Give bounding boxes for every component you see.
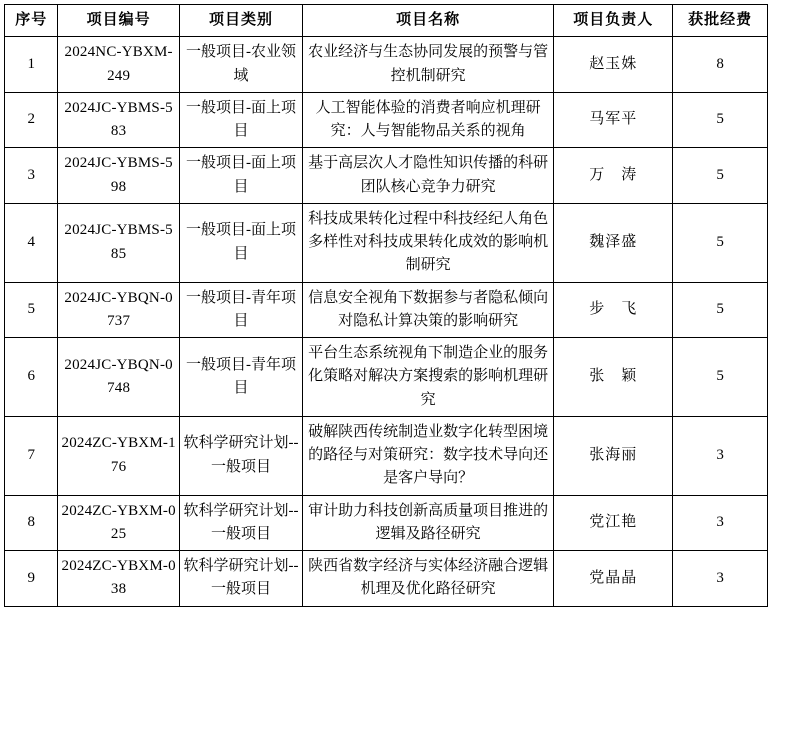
column-header-no: 序号 bbox=[5, 5, 58, 37]
cell-category: 一般项目-面上项目 bbox=[179, 148, 302, 204]
column-header-leader: 项目负责人 bbox=[554, 5, 673, 37]
cell-category: 一般项目-青年项目 bbox=[179, 282, 302, 338]
cell-code: 2024JC-YBMS-598 bbox=[58, 148, 179, 204]
table-row bbox=[5, 495, 768, 551]
cell-category: 一般项目-面上项目 bbox=[179, 92, 302, 148]
cell-leader: 魏泽盛 bbox=[554, 203, 673, 282]
cell-category: 软科学研究计划--一般项目 bbox=[179, 495, 302, 551]
approved-projects-table bbox=[4, 4, 768, 607]
cell-fund: 5 bbox=[673, 338, 768, 417]
cell-no: 5 bbox=[5, 282, 58, 338]
cell-fund: 5 bbox=[673, 203, 768, 282]
cell-fund: 5 bbox=[673, 92, 768, 148]
table-header bbox=[5, 5, 768, 37]
cell-leader: 步 飞 bbox=[554, 282, 673, 338]
cell-leader: 党晶晶 bbox=[554, 551, 673, 607]
table-row bbox=[5, 92, 768, 148]
cell-code: 2024JC-YBQN-0748 bbox=[58, 338, 179, 417]
cell-code: 2024ZC-YBXM-025 bbox=[58, 495, 179, 551]
cell-fund: 8 bbox=[673, 37, 768, 93]
cell-leader: 党江艳 bbox=[554, 495, 673, 551]
cell-title: 基于高层次人才隐性知识传播的科研团队核心竞争力研究 bbox=[303, 148, 554, 204]
cell-title: 信息安全视角下数据参与者隐私倾向对隐私计算决策的影响研究 bbox=[303, 282, 554, 338]
cell-no: 7 bbox=[5, 416, 58, 495]
cell-fund: 3 bbox=[673, 495, 768, 551]
table-body bbox=[5, 37, 768, 606]
cell-no: 9 bbox=[5, 551, 58, 607]
table-row bbox=[5, 551, 768, 607]
table-row bbox=[5, 148, 768, 204]
cell-leader: 张海丽 bbox=[554, 416, 673, 495]
cell-code: 2024JC-YBMS-583 bbox=[58, 92, 179, 148]
cell-leader: 万 涛 bbox=[554, 148, 673, 204]
cell-code: 2024ZC-YBXM-038 bbox=[58, 551, 179, 607]
cell-fund: 5 bbox=[673, 282, 768, 338]
table-row bbox=[5, 338, 768, 417]
cell-code: 2024NC-YBXM-249 bbox=[58, 37, 179, 93]
cell-fund: 3 bbox=[673, 416, 768, 495]
cell-no: 4 bbox=[5, 203, 58, 282]
cell-title: 人工智能体验的消费者响应机理研究：人与智能物品关系的视角 bbox=[303, 92, 554, 148]
cell-title: 陕西省数字经济与实体经济融合逻辑机理及优化路径研究 bbox=[303, 551, 554, 607]
cell-title: 科技成果转化过程中科技经纪人角色多样性对科技成果转化成效的影响机制研究 bbox=[303, 203, 554, 282]
cell-no: 6 bbox=[5, 338, 58, 417]
table-header-row bbox=[5, 5, 768, 37]
cell-leader: 赵玉姝 bbox=[554, 37, 673, 93]
cell-code: 2024JC-YBQN-0737 bbox=[58, 282, 179, 338]
table-row bbox=[5, 37, 768, 93]
cell-fund: 5 bbox=[673, 148, 768, 204]
document-sheet bbox=[0, 4, 806, 743]
cell-no: 8 bbox=[5, 495, 58, 551]
cell-category: 一般项目-青年项目 bbox=[179, 338, 302, 417]
table-row bbox=[5, 282, 768, 338]
cell-category: 一般项目-农业领域 bbox=[179, 37, 302, 93]
cell-category: 软科学研究计划--一般项目 bbox=[179, 551, 302, 607]
cell-title: 审计助力科技创新高质量项目推进的逻辑及路径研究 bbox=[303, 495, 554, 551]
table-row bbox=[5, 203, 768, 282]
column-header-category: 项目类别 bbox=[179, 5, 302, 37]
cell-title: 破解陕西传统制造业数字化转型困境的路径与对策研究：数字技术导向还是客户导向？ bbox=[303, 416, 554, 495]
table-row bbox=[5, 416, 768, 495]
cell-no: 2 bbox=[5, 92, 58, 148]
column-header-code: 项目编号 bbox=[58, 5, 179, 37]
cell-title: 平台生态系统视角下制造企业的服务化策略对解决方案搜索的影响机理研究 bbox=[303, 338, 554, 417]
cell-category: 软科学研究计划--一般项目 bbox=[179, 416, 302, 495]
cell-leader: 张 颖 bbox=[554, 338, 673, 417]
cell-no: 1 bbox=[5, 37, 58, 93]
column-header-title: 项目名称 bbox=[303, 5, 554, 37]
cell-code: 2024JC-YBMS-585 bbox=[58, 203, 179, 282]
cell-fund: 3 bbox=[673, 551, 768, 607]
cell-leader: 马军平 bbox=[554, 92, 673, 148]
cell-category: 一般项目-面上项目 bbox=[179, 203, 302, 282]
cell-code: 2024ZC-YBXM-176 bbox=[58, 416, 179, 495]
column-header-fund: 获批经费 bbox=[673, 5, 768, 37]
cell-no: 3 bbox=[5, 148, 58, 204]
cell-title: 农业经济与生态协同发展的预警与管控机制研究 bbox=[303, 37, 554, 93]
